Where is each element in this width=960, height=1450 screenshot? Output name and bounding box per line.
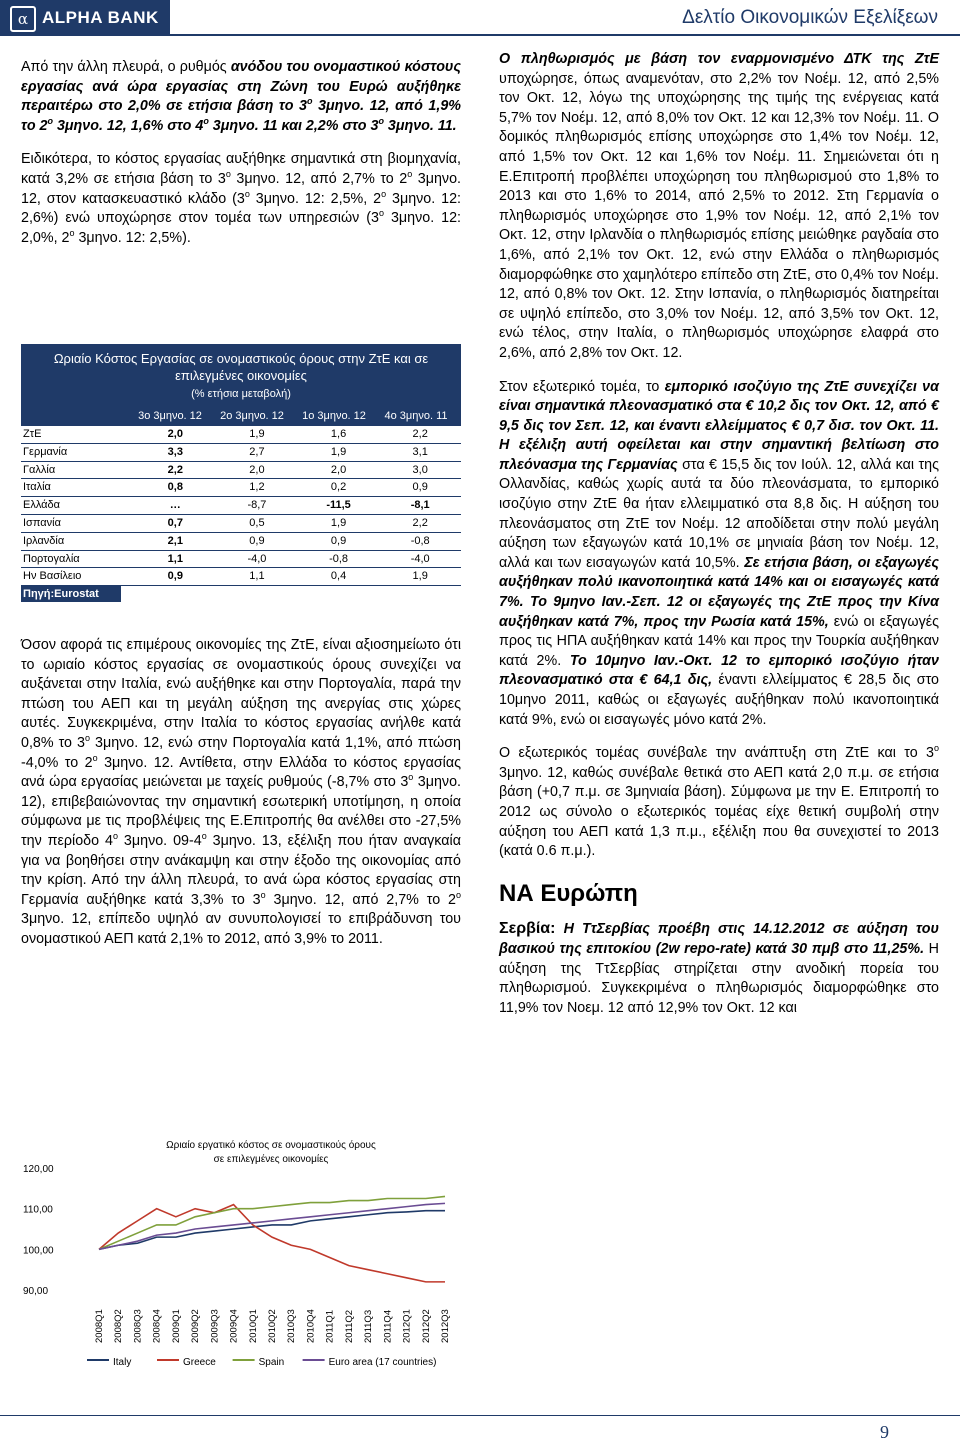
y-tick-label: 100,00 bbox=[23, 1245, 54, 1257]
row-value: 0,9 bbox=[412, 481, 428, 494]
row-value: 1,1 bbox=[167, 552, 183, 565]
row-value: 1,9 bbox=[412, 570, 428, 583]
table-row bbox=[21, 479, 461, 497]
row-country: Πορτογαλία bbox=[23, 552, 80, 565]
header-rule bbox=[0, 34, 960, 36]
row-value: -0,8 bbox=[410, 534, 430, 547]
x-tick-label: 2012Q3 bbox=[440, 1309, 451, 1343]
paragraph-serbia: Σερβία: Η ΤτΣερβίας προέβη στις 14.12.2012 σε αύξηση του βασικού της επιτοκίου (2w repo-rate) κατά 30 πμβ στο 11,25%. Η αύξηση της ΤτΣερβίας στηρίζεται στην ανοδική πορεία του πληθωρισμού. Συγκεκριμένα ο πληθωρισμός διαμορφώθηκε στο 11,9% τον Νοεμ. 12 από 12,9% τον Οκτ. 12 και bbox=[499, 920, 939, 1016]
table-row bbox=[21, 444, 461, 462]
left-column-top bbox=[21, 58, 461, 262]
column-header: 4ο 3μηνο. 11 bbox=[384, 410, 448, 422]
x-tick-label: 2011Q3 bbox=[363, 1309, 375, 1343]
row-value: 2,0 bbox=[249, 463, 265, 476]
row-value: … bbox=[169, 499, 181, 512]
x-tick-label: 2012Q1 bbox=[401, 1309, 413, 1343]
row-value: 2,7 bbox=[249, 445, 265, 458]
right-column bbox=[499, 50, 939, 1032]
row-value: 1,1 bbox=[249, 570, 265, 583]
legend-label: Greece bbox=[183, 1357, 216, 1368]
bank-logo bbox=[0, 0, 170, 34]
row-value: 1,6 bbox=[330, 428, 347, 440]
x-tick-label: 2009Q3 bbox=[209, 1309, 221, 1343]
table-row bbox=[21, 462, 461, 480]
x-tick-label: 2008Q1 bbox=[94, 1309, 105, 1343]
row-country: Γαλλία bbox=[23, 463, 56, 476]
x-tick-label: 2008Q4 bbox=[151, 1309, 163, 1343]
paragraph-external-sector: Στον εξωτερικό τομέα, το εμπορικό ισοζύγιο της ΖτΕ συνεχίζει να είναι σημαντικά πλεονασματικό στα € 10,2 δις τον Οκτ. 12, από € 9,5 δις τον Σεπ. 12, και έναντι ελλείμματος € 0,7 δισ. τον Οκτ. 11. Η εξέλιξη αυτή οφείλεται και στην σημαντική βελτίωση στο πλεόνασμα της Γερμανίας στα € 15,5 δις τον Ιούλ. 12, αλλά και της Ολλανδίας, καθώς χωρίς αυτά τα δύο πλεονάσματα, το εμπορικό ισοζύγιο στην ΖτΕ θα ήταν ελλειμματικό στα 8,8 δις. Η αύξηση του πλεονάσματος στη ΖτΕ τον Νοέμ. 12 αποδίδεται στην πολύ μεγάλη αύξηση των εξαγωγών κατά 10,1% σε μηνιαία βάση τον Νοέμ. 12, αλλά και των εισαγωγών κατά 10,5%. Σε ετήσια βάση, οι εξαγωγές αυξήθηκαν πολύ ικανοποιητικά κατά 14% και οι εισαγωγές κατά 7%. Το 9μηνο Ιαν.-Σεπ. 12 οι εξαγωγές της ΖτΕ προς την Κίνα αυξήθηκαν κατά 7%, προς την Ρωσία κατά 15%, ενώ οι εξαγωγές προς τις ΗΠΑ αυξήθηκαν κατά 14% και προς την Τουρκία αυξήθηκαν κατά 2%. Το 10μηνο Ιαν.-Οκτ. 12 το εμπορικό ισοζύγιο ήταν πλεονασματικό στα € 64,1 δις, έναντι ελλείμματος € 28,5 δις στο 10μηνο 2011, καθώς οι εξαγωγές αυξήθηκαν πολύ ικανοποιητικά κατά 9%, ενώ οι εισαγωγές μόνο κατά 2%. bbox=[499, 378, 940, 728]
y-tick-label: 90,00 bbox=[23, 1286, 49, 1297]
column-header: 2ο 3μηνο. 12 bbox=[220, 410, 284, 422]
x-tick-label: 2009Q4 bbox=[228, 1309, 240, 1343]
row-country: Ελλάδα bbox=[23, 499, 61, 512]
table-row bbox=[21, 515, 461, 533]
row-value: 2,0 bbox=[167, 428, 183, 440]
x-tick-label: 2009Q1 bbox=[170, 1309, 182, 1343]
y-tick-label: 110,00 bbox=[23, 1204, 53, 1216]
row-value: 1,9 bbox=[249, 428, 265, 440]
row-value: 2,1 bbox=[167, 534, 183, 547]
row-value: -11,5 bbox=[326, 499, 351, 512]
series-line bbox=[99, 1196, 445, 1249]
table-row bbox=[21, 551, 461, 569]
row-value: -0,8 bbox=[329, 552, 349, 565]
row-value: -8,7 bbox=[247, 499, 267, 512]
row-country: ΖτΕ bbox=[23, 428, 42, 440]
x-tick-label: 2011Q4 bbox=[382, 1309, 394, 1343]
x-tick-label: 2010Q1 bbox=[247, 1309, 259, 1343]
row-value: 1,2 bbox=[249, 481, 265, 494]
page-header bbox=[0, 0, 960, 34]
row-value: 1,9 bbox=[330, 516, 347, 529]
bulletin-title: Δελτίο Οικονομικών Εξελίξεων bbox=[682, 7, 938, 28]
row-value: 0,5 bbox=[249, 516, 265, 529]
series-line bbox=[99, 1205, 445, 1282]
paragraph-inflation: Ο πληθωρισμός με βάση τον εναρμονισμένο ΔΤΚ της ΖτΕ υποχώρησε, όπως αναμενόταν, στο 2,2% τον Νοέμ. 12, από 2,5% τον Οκτ. 12, λόγω της υποχώρησης της τιμής της ενέργειας κατά 5,7% τον Νοέμ. 12, από 8,0% τον Οκτ. 12 και 12,3% τον Νοέμ. 11. Ο δομικός πληθωρισμός επίσης υποχώρησε στο 1,4% τον Νοέμ. 12, από 1,5% τον Οκτ. 12 και 1,6% τον Νοέμ. 11. Σημειώνεται ότι η Ε.Επιτροπή προβλέπει υποχώρηση του πληθωρισμού στο 1,8% το 2013 και στο 1,6% το 2014, από 2,5% το 2012. Στη Γερμανία ο πληθωρισμός υποχώρησε στο 1,9% τον Νοέμ. 12, από 2,1% τον Οκτ. 12, στην Ιρλανδία ο πληθωρισμός επίσης μειώθηκε ραγδαία στο 1,6%, από 2,1% τον Οκτ. 12, ενώ στην Ελλάδα ο πληθωρισμός διαμορφώθηκε στο χαμηλότερο επίπεδο στη ΖτΕ, στο 0,4% τον Νοέμ. 12, από 0,8% τον Οκτ. 12. Στην Ισπανία, ο πληθωρισμός διατηρείται σε υψηλό επίπεδο, στο 3,0% τον Νοέμ. 12, από 3,5% τον Οκτ. 12, ενώ τέλος, στην Ιταλία, ο πληθωρισμός υποχώρησε ελαφρά στο 2,6%, από 2,8% τον Οκτ. 12. bbox=[499, 51, 939, 361]
row-value: 0,4 bbox=[330, 570, 347, 583]
paragraph-labour-cost-sectors: Ειδικότερα, το κόστος εργασίας αυξήθηκε σημαντικά στη βιομηχανία, κατά 3,2% σε ετήσια βάση το $3^o$ 3μηνο. 12, από 2,7% το $2^o$ 3μηνο. 12, στον κατασκευαστικό κλάδο ($3^o$ 3μηνο. 12: 2,5%, $2^o$ 3μηνο. 12: 2,6%) ενώ υποχώρησε στον τομέα των υπηρεσιών ($3^o$ 3μηνο. 12: 2,0%, $2^o$ 3μηνο. 12: 2,5%). bbox=[21, 151, 462, 246]
x-tick-label: 2011Q1 bbox=[324, 1309, 336, 1343]
table-row bbox=[21, 533, 461, 551]
x-tick-label: 2008Q3 bbox=[132, 1309, 144, 1343]
paragraph-labour-cost-eurozone: Από την άλλη πλευρά, ο ρυθμός ανόδου του ονομαστικού κόστους εργασίας ανά ώρα εργασίας στη Ζώνη του Ευρώ αυξήθηκε περαιτέρω στο 2,0% σε ετήσια βάση το $3^o$ 3μηνο. 12, από 1,9% το $2^o$ 3μηνο. 12, 1,6% στο $4^o$ 3μηνο. 11 και 2,2% στο $3^o$ 3μηνο. 11. bbox=[21, 59, 462, 134]
table-column-headers bbox=[25, 410, 457, 422]
x-tick-label: 2010Q2 bbox=[267, 1309, 278, 1343]
x-tick-label: 2011Q2 bbox=[343, 1309, 355, 1343]
column-header: 3ο 3μηνο. 12 bbox=[138, 410, 202, 422]
legend-label: Spain bbox=[258, 1357, 285, 1368]
row-country: Γερμανία bbox=[23, 445, 68, 458]
table-row bbox=[21, 568, 461, 586]
table-row bbox=[21, 426, 461, 444]
page-number: 9 bbox=[880, 1422, 889, 1442]
legend-label: Italy bbox=[113, 1357, 132, 1368]
x-tick-label: 2008Q2 bbox=[113, 1309, 125, 1343]
chart-svg bbox=[21, 1138, 461, 1378]
labour-cost-table bbox=[21, 344, 461, 602]
logo-text: ALPHA BANK bbox=[42, 8, 159, 27]
row-country: Ην Βασίλειο bbox=[23, 570, 82, 583]
paragraph-gdp-contribution: Ο εξωτερικός τομέας συνέβαλε την ανάπτυξη στη ΖτΕ και το $3^o$ 3μηνο. 12, καθώς συνέβαλε θετικά στο ΑΕΠ κατά 2,0 π.μ. σε ετήσια βάση (+0,7 π.μ. σε 3μηνιαία βάση). Σύμφωνα με την Ε. Επιτροπή το 2012 ως σύνολο ο εξωτερικός τομέας είχε θετική συμβολή στην αύξηση του ΑΕΠ κατά 1,3 π.μ., εξέλιξη που θα συνεχιστεί το 2013 (κατά 0.6 π.μ.). bbox=[499, 743, 939, 860]
row-value: 2,2 bbox=[412, 516, 428, 529]
x-tick-label: 2009Q2 bbox=[190, 1309, 202, 1343]
x-tick-label: 2010Q3 bbox=[286, 1309, 298, 1343]
row-country: Ισπανία bbox=[23, 516, 61, 529]
row-value: 0,9 bbox=[249, 534, 265, 547]
table-subtitle: (% ετήσια μεταβολή) bbox=[191, 388, 291, 400]
legend-label: Euro area (17 countries) bbox=[328, 1357, 437, 1368]
row-value: 1,9 bbox=[330, 445, 347, 458]
row-value: -4,0 bbox=[410, 552, 430, 565]
row-country: Ιρλανδία bbox=[23, 534, 65, 547]
labour-cost-chart bbox=[21, 1138, 461, 1378]
logo-mark-icon: α bbox=[10, 6, 36, 32]
row-value: 3,3 bbox=[167, 445, 183, 458]
table-body bbox=[21, 426, 461, 586]
row-value: 0,2 bbox=[330, 481, 347, 494]
section-heading-se-europe: ΝΑ Ευρώπη bbox=[499, 879, 638, 907]
row-country: Ιταλία bbox=[23, 481, 51, 494]
row-value: 0,9 bbox=[167, 570, 183, 583]
table-row bbox=[21, 497, 461, 515]
y-tick-label: 120,00 bbox=[23, 1164, 54, 1175]
series-line bbox=[99, 1211, 445, 1250]
row-value: -4,0 bbox=[247, 552, 267, 565]
row-value: 2,2 bbox=[412, 428, 428, 440]
chart-title: Ωριαίο εργατικό κόστος σε ονομαστικούς όρους σε επιλεγμένες οικονομίες bbox=[166, 1140, 376, 1165]
row-value: 3,0 bbox=[412, 463, 428, 476]
row-value: 2,2 bbox=[167, 463, 183, 476]
column-header: 1ο 3μηνο. 12 bbox=[302, 410, 366, 422]
left-column-bottom bbox=[21, 636, 461, 964]
table-source: Πηγή:Eurostat bbox=[21, 586, 121, 602]
row-value: 3,1 bbox=[412, 445, 428, 458]
table-title: Ωριαίο Κόστος Εργασίας σε ονομαστικούς όρους στην ΖτΕ και σε επιλεγμένες οικονομίες bbox=[53, 351, 429, 383]
series-line bbox=[99, 1203, 445, 1249]
row-value: 2,0 bbox=[330, 463, 347, 476]
row-value: 0,9 bbox=[330, 534, 347, 547]
x-tick-label: 2010Q4 bbox=[305, 1309, 317, 1343]
row-value: 0,8 bbox=[167, 481, 183, 494]
x-tick-label: 2012Q2 bbox=[420, 1309, 432, 1343]
table-header bbox=[21, 344, 461, 426]
row-value: -8,1 bbox=[410, 499, 430, 512]
footer-rule bbox=[0, 1415, 960, 1416]
row-value: 0,7 bbox=[167, 516, 183, 529]
paragraph-country-labour-costs: Όσον αφορά τις επιμέρους οικονομίες της ΖτΕ, είναι αξιοσημείωτο ότι το ωριαίο κόστος εργασίας σε ονομαστικούς όρους συνεχίζει να αυξάνεται στην Ιταλία, ενώ αυξήθηκε και στην Πορτογαλία, παρά την πτώση του ΑΕΠ και τη μεγάλη αύξηση της ανεργίας στις χώρες αυτές. Συγκεκριμένα, στην Ιταλία το κόστος εργασίας ανήλθε κατά 0,8% το $3^o$ 3μηνο. 12, ενώ στην Πορτογαλία κατά 1,1%, από πτώση -4,0% το $2^o$ 3μηνο. 12. Αντίθετα, στην Ελλάδα το κόστος εργασίας ανά ώρα εργασίας μειώνεται με ταχείς ρυθμούς (-8,7% στο $3^o$ 3μηνο. 12), επιβεβαιώνοντας την σημαντική εσωτερική υποτίμηση, η οποία σύμφωνα με τις προβλέψεις της Ε.Επιτροπής θα ανέλθει στο -27,5% την περίοδο $4^o$ 3μηνο. $09-4^o$ 3μηνο. 13, εξέλιξη που ήταν αναγκαία για να βοηθήσει στην ανάκαμψη και στην έξοδο της οικονομίας από την κρίση. Από την άλλη πλευρά, το ανά ώρα κόστος εργασίας στη Γερμανία αυξήθηκε κατά 3,3% το $3^o$ 3μηνο. 12, από 2,7% το $2^o$ 3μηνο. 12, επίπεδο υψηλό αν συνυπολογισεί το επιβράδυνση του ονομαστικού ΑΕΠ κατά 2,1% το 2012, από 3,9% το 2011. bbox=[21, 637, 461, 947]
